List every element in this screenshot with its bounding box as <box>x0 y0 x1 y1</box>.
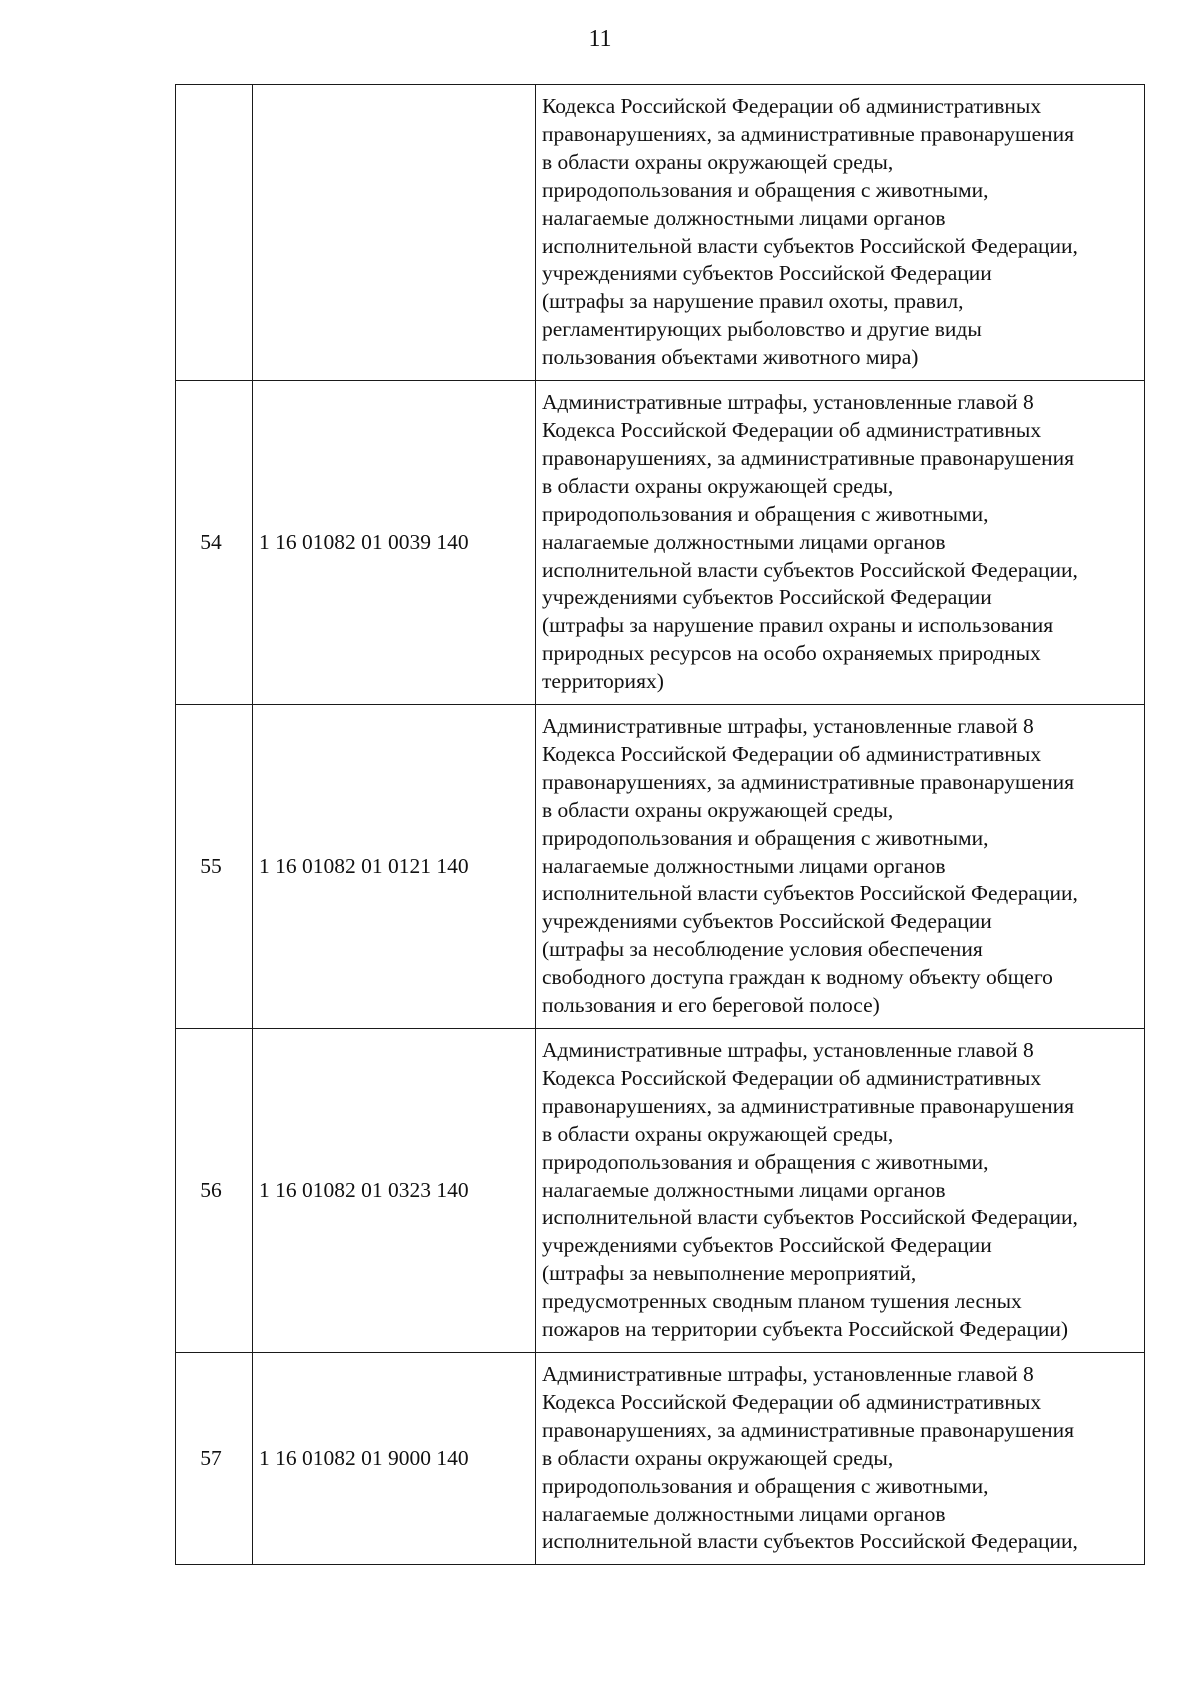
table-row <box>176 85 1145 381</box>
description-line: учреждениями субъектов Российской Федерации <box>542 909 992 934</box>
description-line: правонарушениях, за административные правонарушения <box>542 1417 1075 1442</box>
description-line: Административные штрафы, установленные главой 8 <box>542 714 1034 739</box>
description-line: налагаемые должностными лицами органов <box>542 205 946 230</box>
description-line: налагаемые должностными лицами органов <box>542 853 946 878</box>
table-row <box>176 1029 1145 1353</box>
description-line: природопользования и обращения с животными, <box>542 501 989 526</box>
description-line: (штрафы за нарушение правил охраны и использования <box>542 613 1054 638</box>
description-line: Административные штрафы, установленные главой 8 <box>542 390 1034 415</box>
budget-code: 1 16 01082 01 0039 140 <box>253 381 536 705</box>
description-line: Административные штрафы, установленные главой 8 <box>542 1361 1034 1386</box>
row-number: 55 <box>176 705 253 1029</box>
description-line: природопользования и обращения с животными, <box>542 177 989 202</box>
description-line: правонарушениях, за административные правонарушения <box>542 121 1075 146</box>
description-line: Кодекса Российской Федерации об административных <box>542 741 1042 766</box>
description-cell <box>536 1029 1145 1353</box>
description-line: исполнительной власти субъектов Российской Федерации, <box>542 557 1078 582</box>
description-line: учреждениями субъектов Российской Федерации <box>542 261 992 286</box>
table-row <box>176 1352 1145 1564</box>
row-number <box>176 85 253 381</box>
description-line: Кодекса Российской Федерации об административных <box>542 1389 1042 1414</box>
description-line: природопользования и обращения с животными, <box>542 1149 989 1174</box>
description-line: регламентирующих рыболовство и другие виды <box>542 317 982 342</box>
description-line: налагаемые должностными лицами органов <box>542 529 946 554</box>
budget-code: 1 16 01082 01 0121 140 <box>253 705 536 1029</box>
budget-code: 1 16 01082 01 9000 140 <box>253 1352 536 1564</box>
budget-code <box>253 85 536 381</box>
description-line: Кодекса Российской Федерации об административных <box>542 94 1042 118</box>
description-line: Административные штрафы, установленные главой 8 <box>542 1038 1034 1062</box>
description-line: в области охраны окружающей среды, <box>542 473 894 498</box>
table-row <box>176 381 1145 705</box>
fees-table <box>175 84 1145 1565</box>
description-line: правонарушениях, за административные правонарушения <box>542 769 1075 794</box>
description-line: пользования и его береговой полосе) <box>542 993 880 1018</box>
description-line: учреждениями субъектов Российской Федерации <box>542 585 992 610</box>
description-line: в области охраны окружающей среды, <box>542 1445 894 1470</box>
description-line: (штрафы за нарушение правил охоты, правил, <box>542 289 964 314</box>
page-number: 11 <box>588 26 612 52</box>
description-line: исполнительной власти субъектов Российской Федерации, <box>542 1529 1078 1554</box>
row-number: 56 <box>176 1029 253 1353</box>
description-line: исполнительной власти субъектов Российской Федерации, <box>542 1205 1078 1230</box>
description-line: (штрафы за несоблюдение условия обеспечения <box>542 937 983 962</box>
description-line: исполнительной власти субъектов Российской Федерации, <box>542 881 1078 906</box>
description-cell <box>536 85 1145 381</box>
description-cell <box>536 1352 1145 1564</box>
table-row <box>176 705 1145 1029</box>
description-line: учреждениями субъектов Российской Федерации <box>542 1233 992 1258</box>
description-line: свободного доступа граждан к водному объекту общего <box>542 965 1053 990</box>
description-line: Кодекса Российской Федерации об административных <box>542 417 1042 442</box>
description-line: природопользования и обращения с животными, <box>542 825 989 850</box>
description-line: налагаемые должностными лицами органов <box>542 1501 946 1526</box>
description-line: в области охраны окружающей среды, <box>542 797 894 822</box>
description-line: пожаров на территории субъекта Российской Федерации) <box>542 1317 1069 1342</box>
row-number: 57 <box>176 1352 253 1564</box>
description-line: в области охраны окружающей среды, <box>542 149 894 174</box>
description-line: пользования объектами животного мира) <box>542 345 919 370</box>
description-line: предусмотренных сводным планом тушения лесных <box>542 1289 1022 1314</box>
description-line: (штрафы за невыполнение мероприятий, <box>542 1261 917 1286</box>
description-cell <box>536 705 1145 1029</box>
description-line: природных ресурсов на особо охраняемых природных <box>542 641 1041 666</box>
description-line: правонарушениях, за административные правонарушения <box>542 1093 1075 1118</box>
description-cell <box>536 381 1145 705</box>
description-line: в области охраны окружающей среды, <box>542 1121 894 1146</box>
description-line: территориях) <box>542 669 664 694</box>
description-line: налагаемые должностными лицами органов <box>542 1177 946 1202</box>
description-line: исполнительной власти субъектов Российской Федерации, <box>542 233 1078 258</box>
budget-code: 1 16 01082 01 0323 140 <box>253 1029 536 1353</box>
row-number: 54 <box>176 381 253 705</box>
description-line: природопользования и обращения с животными, <box>542 1473 989 1498</box>
description-line: правонарушениях, за административные правонарушения <box>542 445 1075 470</box>
description-line: Кодекса Российской Федерации об административных <box>542 1065 1042 1090</box>
